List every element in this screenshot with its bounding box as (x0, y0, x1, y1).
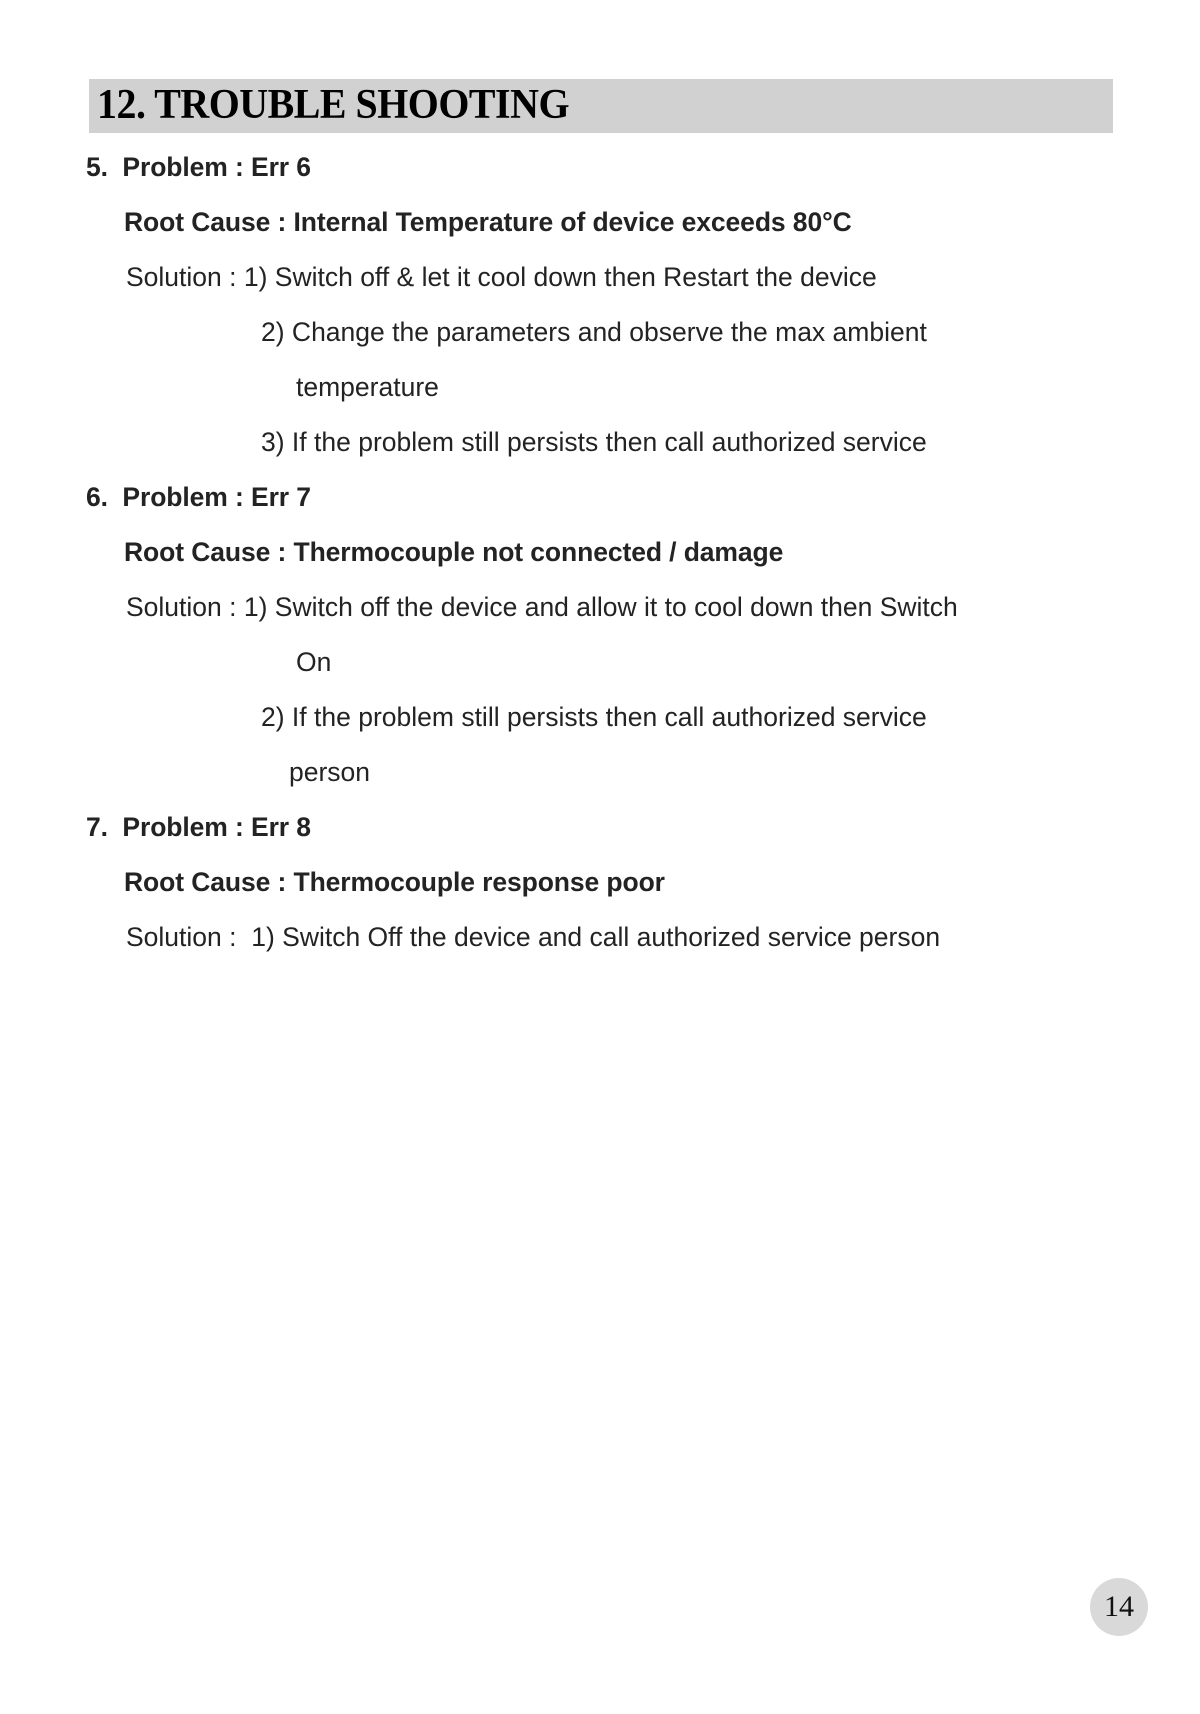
troubleshooting-entry (0, 140, 1200, 470)
solution-line-continuation: temperature (296, 372, 439, 402)
root-cause-line: Root Cause : Thermocouple response poor (124, 867, 665, 897)
solution-line: Solution : 1) Switch off the device and allow it to cool down then Switch (126, 592, 958, 622)
chapter-title: 12. TROUBLE SHOOTING (97, 82, 570, 128)
solution-line: 2) Change the parameters and observe the max ambient (261, 317, 927, 347)
solution-line: 2) If the problem still persists then call authorized service (261, 702, 927, 732)
page-number-badge (1090, 1578, 1148, 1636)
problem-line: 7. Problem : Err 8 (86, 812, 311, 842)
troubleshooting-entry (0, 800, 1200, 965)
troubleshooting-entry (0, 470, 1200, 800)
solution-line-continuation: person (289, 757, 371, 787)
root-cause-line: Root Cause : Thermocouple not connected / damage (124, 537, 784, 567)
root-cause-line: Root Cause : Internal Temperature of device exceeds 80°C (124, 207, 852, 237)
page-number-label: 14 (1104, 1590, 1134, 1623)
troubleshooting-content (0, 140, 1200, 965)
problem-line: 6. Problem : Err 7 (86, 482, 311, 512)
problem-line: 5. Problem : Err 6 (86, 152, 311, 182)
solution-line-continuation: On (296, 647, 332, 677)
solution-line: Solution : 1) Switch off & let it cool down then Restart the device (126, 262, 877, 292)
chapter-heading-band (89, 79, 1113, 133)
solution-line: Solution : 1) Switch Off the device and call authorized service person (126, 922, 941, 952)
solution-line: 3) If the problem still persists then call authorized service (261, 427, 927, 457)
